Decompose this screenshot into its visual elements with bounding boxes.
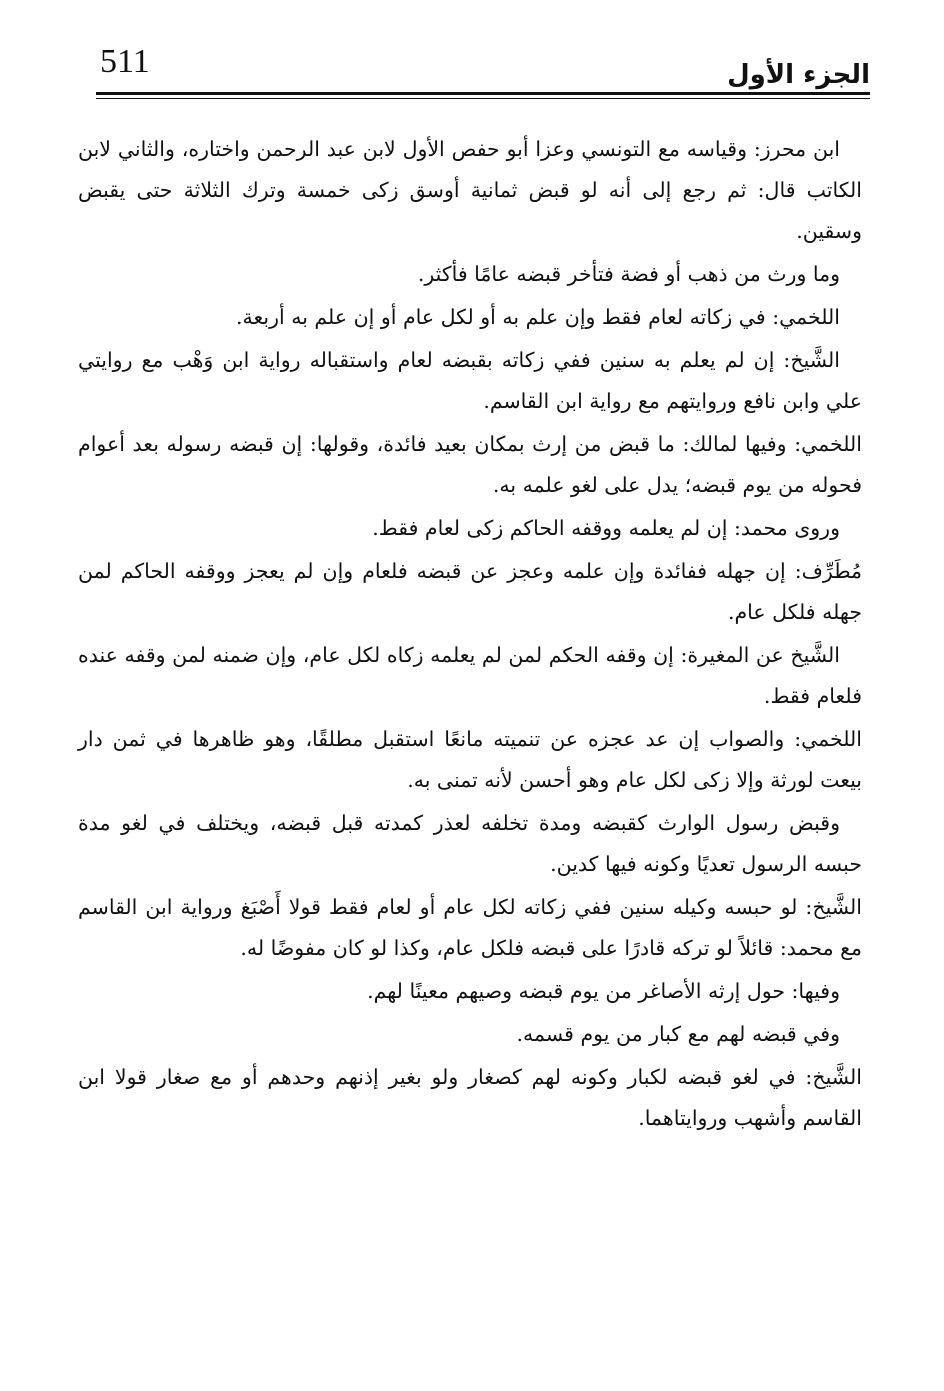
paragraph: وفيها: حول إرثه الأصاغر من يوم قبضه وصيهم معينًا لهم. bbox=[367, 979, 840, 1003]
header-rule-thin bbox=[96, 98, 870, 99]
header-rule-thick bbox=[96, 92, 870, 95]
paragraph: اللخمي: وفيها لمالك: ما قبض من إرث بمكان بعيد فائدة، وقولها: إن قبضه رسوله بعد أعوام فحوله من يوم قبضه؛ يدل على لغو علمه به. bbox=[78, 432, 862, 497]
page-header bbox=[96, 38, 870, 98]
paragraph: وفي قبضه لهم مع كبار من يوم قسمه. bbox=[516, 1022, 840, 1046]
paragraph: مُطَرِّف: إن جهله ففائدة وإن علمه وعجز عن قبضه فلعام وإن لم يعجز ووقفه الحاكم لمن جهله فلكل عام. bbox=[78, 559, 862, 624]
paragraph: وما ورث من ذهب أو فضة فتأخر قبضه عامًا فأكثر. bbox=[417, 262, 840, 286]
paragraph: اللخمي: في زكاته لعام فقط وإن علم به أو لكل عام أو إن علم به أربعة. bbox=[235, 305, 840, 329]
running-title: الجزء الأول bbox=[727, 60, 870, 90]
paragraph: وروى محمد: إن لم يعلمه ووقفه الحاكم زكى لعام فقط. bbox=[372, 516, 840, 540]
page-number: 511 bbox=[100, 43, 150, 80]
paragraph: الشَّيخ: في لغو قبضه لكبار وكونه لهم كصغار ولو بغير إذنهم وحدهم أو مع صغار قولا ابن القاسم وأشهب وروايتاهما. bbox=[78, 1065, 862, 1130]
paragraph: الشَّيخ: لو حبسه وكيله سنين ففي زكاته لكل عام أو لعام فقط قولا أَصْبَغ ورواية ابن القاسم مع محمد: قائلاً لو تركه قادرًا على قبضه فلكل عام، وكذا لو كان مفوضًا له. bbox=[78, 895, 862, 960]
paragraph: وقبض رسول الوارث كقبضه ومدة تخلفه لعذر كمدته قبل قبضه، ويختلف في لغو مدة حبسه الرسول تعديًا وكونه فيها كدين. bbox=[78, 811, 862, 876]
paragraph: ابن محرز: وقياسه مع التونسي وعزا أبو حفص الأول لابن عبد الرحمن واختاره، والثاني لابن الكاتب قال: ثم رجع إلى أنه لو قبض ثمانية أوسق زكى خمسة وترك الثلاثة حتى يقبض وسقين. bbox=[78, 137, 862, 243]
paragraph: الشَّيخ: إن لم يعلم به سنين ففي زكاته بقبضه لعام واستقباله رواية ابن وَهْب مع روايتي علي وابن نافع وروايتهم مع رواية ابن القاسم. bbox=[78, 348, 862, 413]
paragraph: الشَّيخ عن المغيرة: إن وقفه الحكم لمن لم يعلمه زكاه لكل عام، وإن ضمنه لمن وقفه عنده فلعام فقط. bbox=[78, 643, 862, 708]
body-text bbox=[78, 129, 862, 1141]
paragraph: اللخمي: والصواب إن عد عجزه عن تنميته مانعًا استقبل مطلقًا، وهو ظاهرها في ثمن دار بيعت لورثة وإلا زكى لكل عام وهو أحسن لأنه تمنى به. bbox=[78, 727, 862, 792]
